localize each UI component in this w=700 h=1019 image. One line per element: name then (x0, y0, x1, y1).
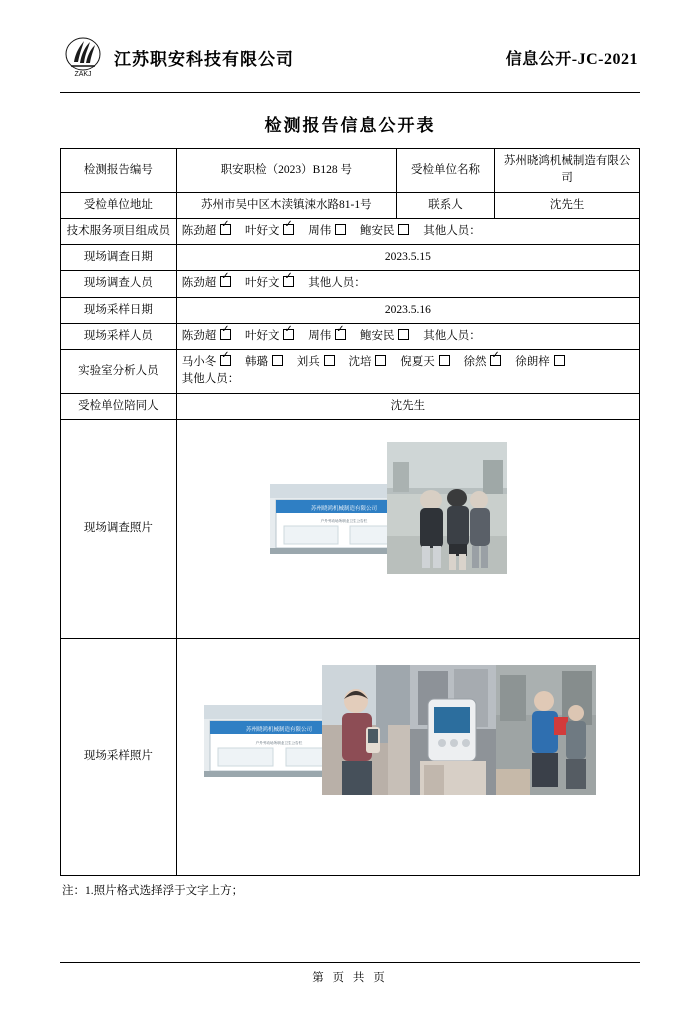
lab-staff-other-label: 其他人员： (181, 373, 240, 386)
page-header (60, 26, 640, 93)
contact-value: 沈先生 (495, 192, 640, 218)
survey-photo-label: 现场调查照片 (61, 419, 177, 638)
sampling-photo-group (182, 643, 634, 871)
table-row (61, 297, 640, 323)
survey-date-label: 现场调查日期 (61, 245, 177, 271)
team-other-label: 其他人员： (423, 224, 481, 237)
survey-photo-cell (176, 419, 639, 638)
sampling-staff-label: 现场采样人员 (61, 323, 177, 349)
table-row (61, 350, 640, 394)
checkbox[interactable] (554, 355, 565, 366)
sampling-date-value: 2023.5.16 (176, 297, 639, 323)
team-member: 陈劲超 ✓ (182, 223, 232, 240)
checkbox[interactable] (398, 224, 409, 235)
svg-text:户外劳动场所职业卫生公告栏: 户外劳动场所职业卫生公告栏 (255, 740, 303, 745)
checkbox[interactable] (272, 355, 283, 366)
company-name: 江苏职安科技有限公司 (114, 49, 294, 69)
survey-staff-other-label: 其他人员： (308, 277, 366, 290)
svg-text:苏州晓鸿机械制造有限公司: 苏州晓鸿机械制造有限公司 (310, 505, 377, 512)
client-name-label: 受检单位名称 (396, 149, 494, 193)
sampling-photo-instrument (410, 665, 498, 795)
sampling-staff-member: 周伟 ✓ (308, 328, 347, 345)
sampling-photo-worker-1 (322, 665, 412, 795)
checkbox[interactable] (398, 329, 409, 340)
survey-date-value: 2023.5.15 (176, 245, 639, 271)
sampling-staff-other-label: 其他人员： (423, 329, 481, 342)
escort-label: 受检单位陪同人 (61, 393, 177, 419)
report-no-value: 职安职检（2023）B128 号 (176, 149, 396, 193)
client-address-label: 受检单位地址 (61, 192, 177, 218)
lab-staff-member: 徐朗梓 (515, 354, 565, 371)
checkbox[interactable] (439, 355, 450, 366)
page-footer: 第 页 共 页 (60, 962, 640, 985)
client-name-value: 苏州晓鸿机械制造有限公司 (495, 149, 640, 193)
contact-label: 联系人 (396, 192, 494, 218)
checkbox[interactable] (283, 329, 294, 340)
survey-photo-group (182, 424, 634, 634)
table-row (61, 245, 640, 271)
table-row (61, 323, 640, 349)
info-table (60, 148, 640, 876)
survey-staff-member: 叶好文 ✓ (245, 275, 295, 292)
company-logo-icon (60, 36, 106, 78)
survey-staff-cell (176, 271, 639, 297)
sampling-staff-member: 陈劲超 ✓ (182, 328, 232, 345)
client-address-value: 苏州市吴中区木渎镇涑水路81-1号 (176, 192, 396, 218)
lab-staff-member: 韩璐 (245, 354, 284, 371)
checkbox[interactable] (335, 224, 346, 235)
table-row (61, 192, 640, 218)
table-row-survey-photos (61, 419, 640, 638)
checkbox[interactable] (283, 224, 294, 235)
page-title: 检测报告信息公开表 (264, 116, 436, 135)
sampling-staff-member: 叶好文 ✓ (245, 328, 295, 345)
sampling-staff-cell (176, 323, 639, 349)
svg-text:户外劳动场所职业卫生公告栏: 户外劳动场所职业卫生公告栏 (320, 518, 368, 523)
checkbox[interactable] (375, 355, 386, 366)
survey-photo-site (387, 442, 507, 574)
checkbox[interactable] (220, 276, 231, 287)
team-member: 鲍安民 (360, 223, 410, 240)
table-row (61, 149, 640, 193)
checkbox[interactable] (324, 355, 335, 366)
lab-staff-member: 沈培 (349, 354, 388, 371)
team-members-cell (176, 218, 639, 244)
sampling-date-label: 现场采样日期 (61, 297, 177, 323)
lab-staff-member: 倪夏天 (400, 354, 450, 371)
svg-text:苏州晓鸿机械制造有限公司: 苏州晓鸿机械制造有限公司 (245, 726, 312, 733)
checkbox[interactable] (283, 276, 294, 287)
checkbox[interactable] (220, 329, 231, 340)
team-member: 叶好文 ✓ (245, 223, 295, 240)
survey-staff-member: 陈劲超 ✓ (182, 275, 232, 292)
sampling-photo-workshop (496, 665, 596, 795)
team-label: 技术服务项目组成员 (61, 218, 177, 244)
escort-value: 沈先生 (176, 393, 639, 419)
table-row (61, 393, 640, 419)
report-no-label: 检测报告编号 (61, 149, 177, 193)
table-note: 注：1.照片格式选择浮于文字上方； (62, 884, 244, 897)
checkbox[interactable] (220, 355, 231, 366)
lab-staff-member: 刘兵 (297, 354, 336, 371)
table-row (61, 218, 640, 244)
survey-staff-label: 现场调查人员 (61, 271, 177, 297)
lab-staff-member: 马小冬 ✓ (182, 354, 232, 371)
team-member: 周伟 (308, 223, 347, 240)
checkbox[interactable] (220, 224, 231, 235)
checkbox[interactable] (335, 329, 346, 340)
lab-staff-label: 实验室分析人员 (61, 350, 177, 394)
sampling-staff-member: 鲍安民 (360, 328, 410, 345)
lab-staff-member: 徐然 ✓ (464, 354, 503, 371)
sampling-photo-label: 现场采样照片 (61, 638, 177, 875)
svg-text:ZAKJ: ZAKJ (74, 71, 92, 78)
document-page (0, 26, 700, 1019)
header-left-group (60, 36, 294, 78)
lab-staff-cell (176, 350, 639, 394)
table-row-sampling-photos (61, 638, 640, 875)
lab-staff-line (182, 354, 634, 371)
table-row (61, 271, 640, 297)
checkbox[interactable] (490, 355, 501, 366)
document-code: 信息公开-JC-2021 (505, 50, 638, 68)
sampling-photo-cell (176, 638, 639, 875)
